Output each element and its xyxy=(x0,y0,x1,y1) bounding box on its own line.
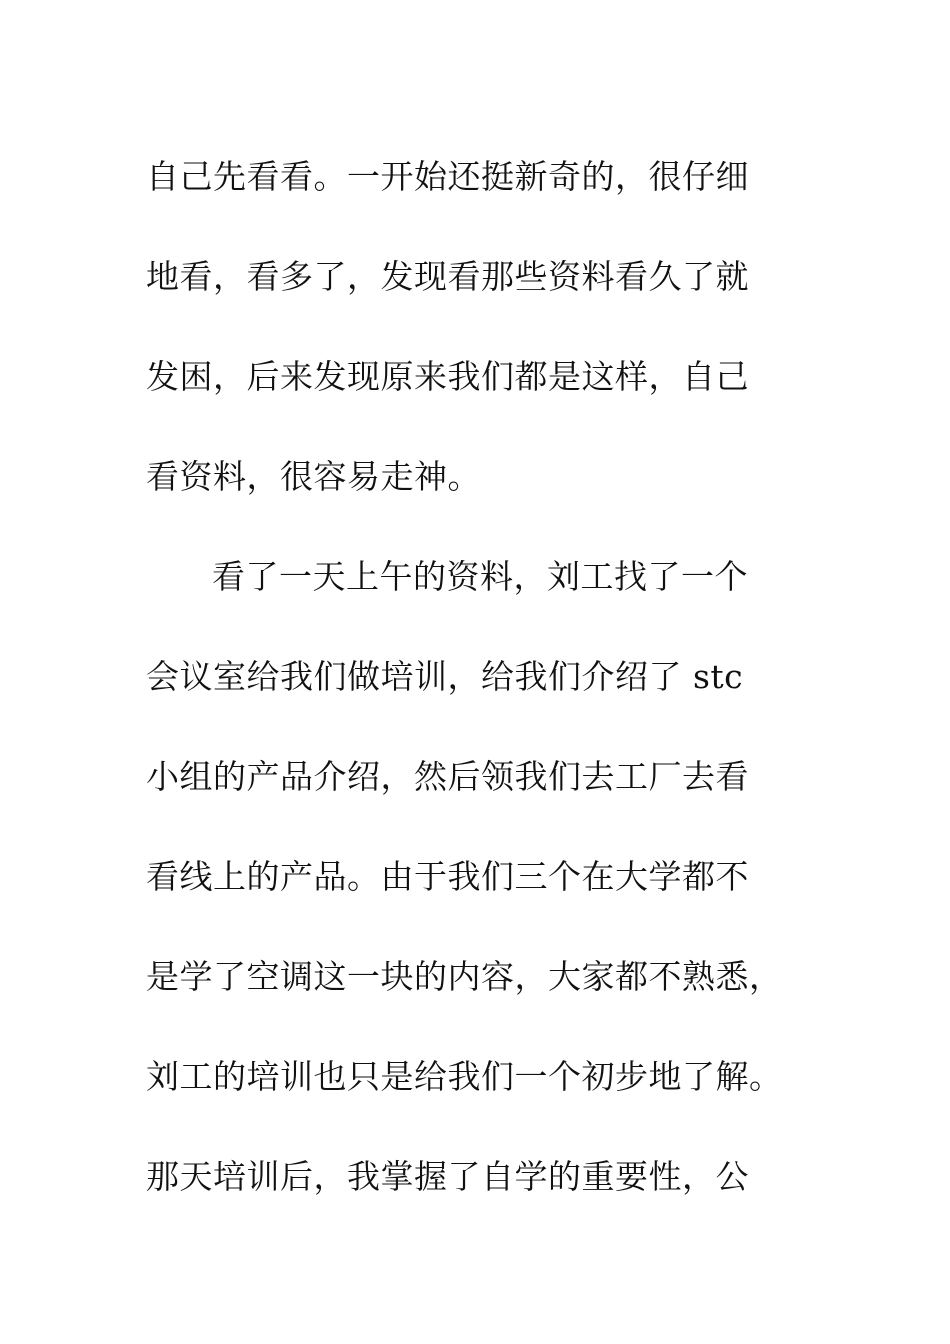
text-line: 看线上的产品。由于我们三个在大学都不 xyxy=(146,857,749,896)
text-line: 刘工的培训也只是给我们一个初步地了解。 xyxy=(146,1057,783,1096)
text-line: 地看，看多了，发现看那些资料看久了就 xyxy=(146,257,749,296)
text-line: 那天培训后，我掌握了自学的重要性，公 xyxy=(146,1157,749,1196)
text-line: 发困，后来发现原来我们都是这样，自己 xyxy=(146,357,749,396)
text-line: 会议室给我们做培训，给我们介绍了 stc xyxy=(146,657,744,696)
text-line: 看资料，很容易走神。 xyxy=(146,457,481,496)
text-line: 是学了空调这一块的内容，大家都不熟悉， xyxy=(146,957,783,996)
text-line: 小组的产品介绍，然后领我们去工厂去看 xyxy=(146,757,749,796)
text-line: 自己先看看。一开始还挺新奇的，很仔细 xyxy=(146,157,749,196)
body-text xyxy=(146,127,846,1227)
text-line-paragraph-start: 看了一天上午的资料，刘工找了一个 xyxy=(212,557,748,596)
